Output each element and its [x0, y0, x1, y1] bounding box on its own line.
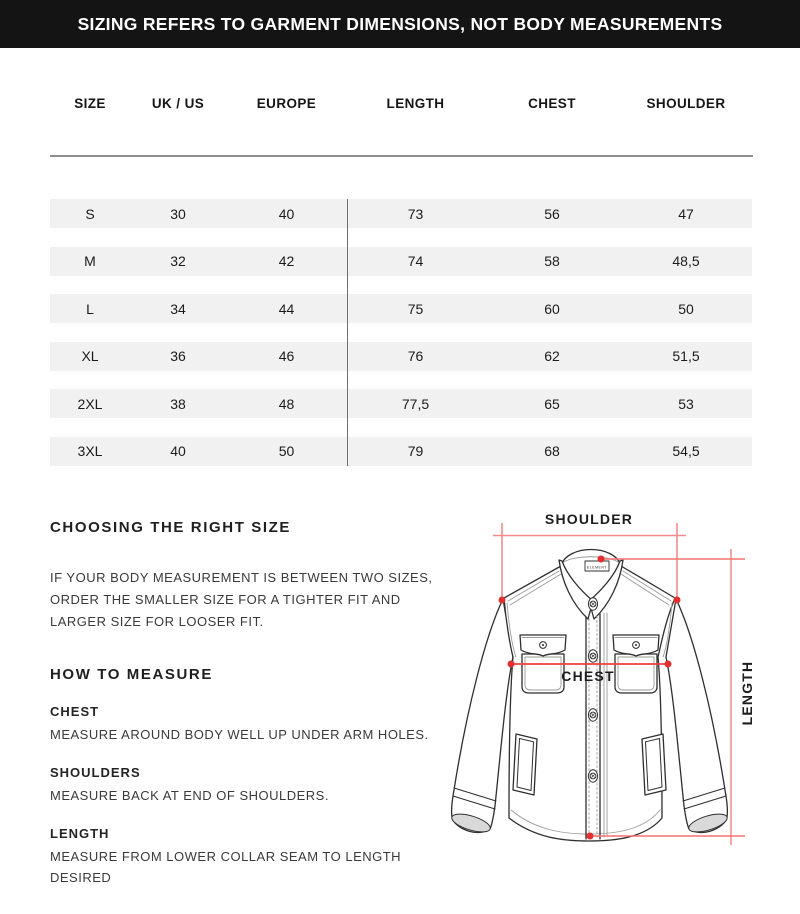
table-row — [50, 199, 752, 228]
table-rule — [50, 155, 753, 157]
table-cell: 76 — [407, 348, 424, 364]
table-cell: 34 — [170, 300, 186, 317]
measure-item-text: MEASURE FROM LOWER COLLAR SEAM TO LENGTH DESIRED — [50, 849, 402, 885]
table-row — [50, 437, 752, 466]
table-cell: 40 — [170, 443, 186, 459]
instructions-column — [50, 518, 470, 888]
table-cell: 44 — [278, 300, 295, 317]
table-cell: 47 — [678, 205, 694, 222]
measure-item-text: MEASURE AROUND BODY WELL UP UNDER ARM HOLES. — [50, 727, 429, 742]
table-cell: 2XL — [77, 395, 103, 412]
table-cell: 50 — [678, 300, 694, 317]
table-cell: 73 — [407, 205, 424, 222]
table-cell: 36 — [170, 348, 186, 364]
measure-item-text: MEASURE BACK AT END OF SHOULDERS. — [50, 788, 329, 803]
table-cell: 54,5 — [672, 443, 700, 459]
table-cell: 65 — [544, 395, 560, 412]
banner-text: SIZING REFERS TO GARMENT DIMENSIONS, NOT BODY MEASUREMENTS — [77, 13, 723, 34]
how-to-measure-heading: HOW TO MEASURE — [50, 666, 213, 683]
table-header-uk-us: UK / US — [151, 96, 205, 111]
table-cell: 48 — [278, 395, 295, 412]
welt-pocket-left — [513, 734, 537, 795]
shirt-sleeve-right — [666, 599, 727, 832]
table-header-chest: CHEST — [528, 96, 576, 111]
banner — [0, 0, 800, 48]
table-cell: XL — [81, 348, 99, 364]
table-row — [50, 342, 752, 371]
table-cell: 68 — [544, 443, 560, 459]
table-row — [50, 294, 752, 323]
table-cell: L — [86, 300, 94, 317]
chest-measure-label: CHEST — [561, 668, 615, 684]
table-header-europe: EUROPE — [256, 96, 317, 111]
welt-pocket-right — [642, 734, 666, 795]
table-cell: 30 — [170, 205, 186, 222]
table-row — [50, 389, 752, 418]
shoulder-measure-label: SHOULDER — [544, 511, 634, 527]
measure-item-label: SHOULDERS — [50, 765, 141, 780]
table-cell: M — [84, 253, 96, 269]
table-header-row — [50, 96, 752, 111]
table-cell: 53 — [678, 395, 694, 412]
table-cell: 77,5 — [401, 395, 430, 412]
table-cell: 62 — [544, 348, 560, 364]
table-cell: 42 — [278, 253, 295, 269]
size-table-body — [50, 199, 752, 466]
table-row — [50, 247, 752, 276]
table-cell: 58 — [544, 253, 560, 269]
table-cell: 50 — [278, 443, 295, 459]
table-header-size: SIZE — [74, 96, 106, 111]
table-cell: 3XL — [77, 443, 103, 459]
table-cell: 79 — [407, 443, 424, 459]
table-cell: 40 — [278, 205, 295, 222]
measure-item-label: CHEST — [50, 704, 100, 719]
length-measure-label: LENGTH — [739, 660, 755, 726]
measure-items — [50, 704, 470, 888]
choosing-body-text: IF YOUR BODY MEASUREMENT IS BETWEEN TWO SIZES, ORDER THE SMALLER SIZE FOR A TIGHTER FIT AND LARGER SIZE FOR LOOSER FIT. — [50, 570, 433, 629]
measure-item-label: LENGTH — [50, 826, 110, 841]
shirt-diagram — [440, 500, 800, 914]
shirt-sleeve-left — [452, 599, 513, 832]
table-cell: 48,5 — [672, 253, 700, 269]
table-cell: S — [85, 205, 95, 222]
choosing-heading: CHOOSING THE RIGHT SIZE — [50, 519, 291, 536]
table-cell: 32 — [170, 253, 186, 269]
brand-label: ELEMENT — [586, 565, 608, 570]
table-column-divider — [347, 199, 348, 466]
table-cell: 38 — [170, 395, 186, 412]
table-header-shoulder: SHOULDER — [646, 96, 726, 111]
table-cell: 75 — [407, 300, 424, 317]
table-header-length: LENGTH — [386, 96, 445, 111]
table-cell: 51,5 — [672, 348, 700, 364]
table-cell: 74 — [407, 253, 424, 269]
table-cell: 60 — [544, 300, 560, 317]
table-cell: 46 — [278, 348, 295, 364]
table-cell: 56 — [544, 205, 560, 222]
